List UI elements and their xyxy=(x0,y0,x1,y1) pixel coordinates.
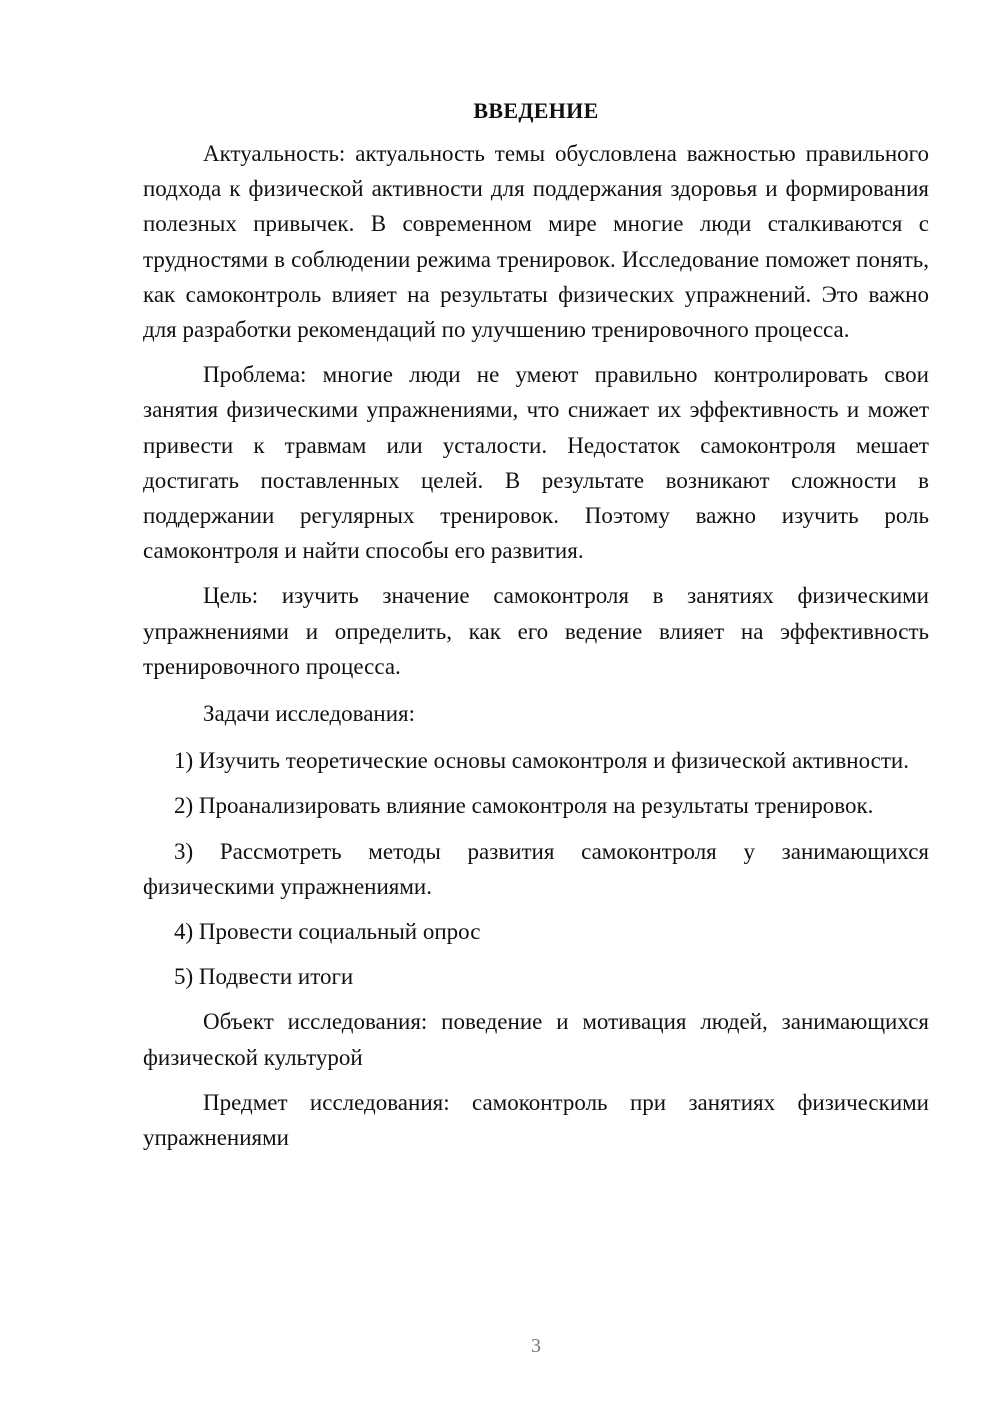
page-number: 3 xyxy=(531,1335,541,1357)
relevance-paragraph: Актуальность: актуальность темы обусловлена важностью правильного подхода к физической активности для поддержания здоровья и формирования полезных привычек. В современном мире многие люди сталкиваются с трудностями в соблюдении режима тренировок. Исследование поможет понять, как самоконтроль влияет на результаты физических упражнений. Это важно для разработки рекомендаций по улучшению тренировочного процесса. xyxy=(143,141,929,343)
task-item-4: 4) Провести социальный опрос xyxy=(174,919,481,945)
tasks-heading: Задачи исследования: xyxy=(203,701,416,727)
task-item-2: 2) Проанализировать влияние самоконтроля на результаты тренировок. xyxy=(174,793,874,819)
goal-paragraph: Цель: изучить значение самоконтроля в занятиях физическими упражнениями и определить, как его ведение влияет на эффективность тренировочного процесса. xyxy=(143,583,929,679)
task-item-5: 5) Подвести итоги xyxy=(174,964,354,990)
page-title: ВВЕДЕНИЕ xyxy=(473,98,599,123)
research-subject-paragraph: Предмет исследования: самоконтроль при занятиях физическими упражнениями xyxy=(143,1089,929,1151)
task-item-1: 1) Изучить теоретические основы самоконтроля и физической активности. xyxy=(174,748,909,774)
task-item-3: 3) Рассмотреть методы развития самоконтроля у занимающихся физическими упражнениями. xyxy=(143,838,929,899)
problem-paragraph: Проблема: многие люди не умеют правильно контролировать свои занятия физическими упражнениями, что снижает их эффективность и может привести к травмам или усталости. Недостаток самоконтроля мешает достигать поставленных целей. В результате возникают сложности в поддержании регулярных тренировок. Поэтому важно изучить роль самоконтроля и найти способы его развития. xyxy=(143,362,929,564)
research-object-paragraph: Объект исследования: поведение и мотивация людей, занимающихся физической культурой xyxy=(143,1009,929,1070)
page-content xyxy=(143,93,929,1165)
